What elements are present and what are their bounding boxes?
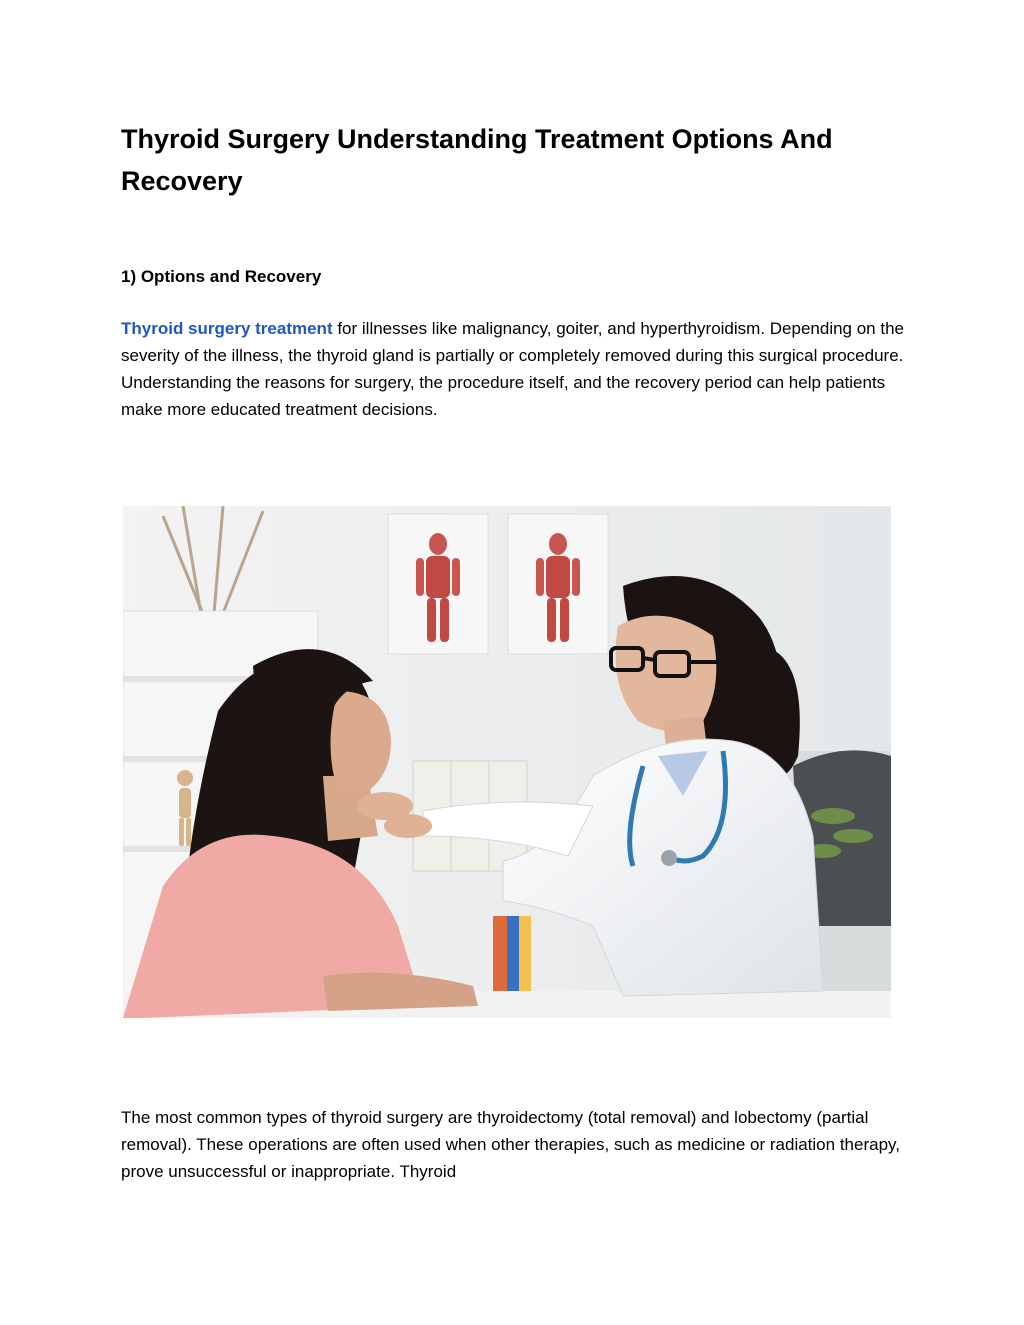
intro-paragraph-text: for illnesses like malignancy, goiter, and hyperthyroidism. Depending on the severity of the illness, the thyroid gland is partially or completely removed during this surgical procedure. Understanding the reasons for surgery, the procedure itself, and the recovery period can help patients make more educated treatment decisions. xyxy=(121,319,904,419)
body-paragraph: The most common types of thyroid surgery are thyroidectomy (total removal) and lobectomy (partial removal). These operations are often used when other therapies, such as medicine or radiation therapy, prove unsuccessful or inappropriate. Thyroid xyxy=(121,1108,900,1181)
section-heading: 1) Options and Recovery xyxy=(121,267,322,286)
intro-paragraph xyxy=(121,315,911,423)
anatomy-poster-left xyxy=(388,514,488,654)
anatomy-poster-right xyxy=(508,514,608,654)
doctor-examining-patient-photo xyxy=(123,506,891,1018)
thyroid-surgery-treatment-link[interactable]: Thyroid surgery treatment xyxy=(121,319,333,338)
page-title: Thyroid Surgery Understanding Treatment Options And Recovery xyxy=(121,124,833,196)
